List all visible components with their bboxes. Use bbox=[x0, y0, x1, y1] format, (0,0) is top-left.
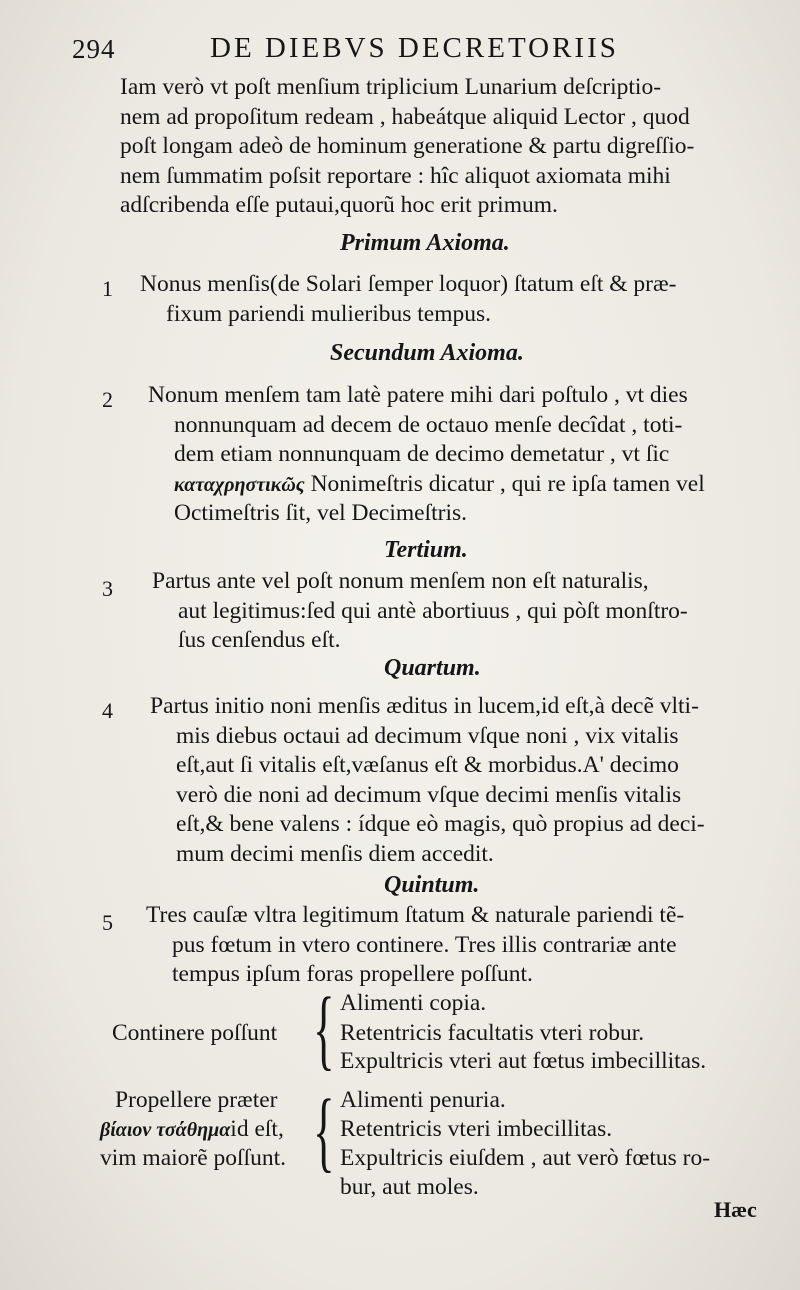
text-line: eſt,aut ſi vitalis eſt,væſanus eſt & morbidus.A' decimo bbox=[176, 752, 679, 778]
page-number: 294 bbox=[72, 34, 116, 64]
text-line: poſt longam adeò de hominum generatione & partu digreſſio- bbox=[120, 133, 695, 159]
axiom-text-2 bbox=[148, 381, 768, 529]
continere-label: Continere poſſunt bbox=[112, 1020, 278, 1046]
text-line: mis diebus octaui ad decimum vſque noni , vix vitalis bbox=[176, 722, 679, 749]
text-line: Iam verò vt poſt menſium triplicium Lunarium deſcriptio- bbox=[120, 74, 662, 100]
text-line: Nonum menſem tam latè patere mihi dari poſtulo , vt dies bbox=[148, 382, 688, 408]
page-header bbox=[72, 30, 760, 70]
running-head: DE DIEBVS DECRETORIIS bbox=[210, 32, 619, 64]
continere-item-2: Retentricis facultatis vteri robur. bbox=[340, 1020, 645, 1046]
text-line: nonnunquam ad decem de octauo menſe decîdat , toti- bbox=[174, 411, 683, 438]
text-line: Octimeſtris ſit, vel Decimeſtris. bbox=[174, 500, 468, 526]
greek-word: βίαιον τσάθημα bbox=[100, 1119, 231, 1141]
text-line: aut legitimus:ſed qui antè abortiuus , qui pòſt monſtro- bbox=[178, 597, 688, 624]
axiom-number-5: 5 bbox=[102, 910, 113, 935]
continere-item-3: Expultricis vteri aut fœtus imbecillitas. bbox=[340, 1048, 707, 1074]
text-line: dem etiam nonnunquam de decimo demetatur , vt ſic bbox=[174, 441, 670, 467]
propellere-line-3: vim maiorẽ poſſunt. bbox=[100, 1145, 287, 1171]
text-line: Nonus menſis(de Solari ſemper loquor) ſtatum eſt & præ- bbox=[140, 271, 677, 297]
text-line: Partus ante vel poſt nonum menſem non eſt naturalis, bbox=[152, 568, 649, 594]
text-line: verò die noni ad decimum vſque decimi menſis vitalis bbox=[176, 781, 682, 808]
axiom-heading-4: Quartum. bbox=[384, 655, 481, 681]
propellere-item-4: bur, aut moles. bbox=[340, 1174, 479, 1200]
propellere-item-3: Expultricis eiuſdem , aut verò fœtus ro- bbox=[340, 1145, 711, 1171]
propellere-item-1: Alimenti penuria. bbox=[340, 1087, 506, 1113]
axiom-text-5 bbox=[146, 901, 771, 990]
text-fragment: Nonimeſtris dicatur , qui re ipſa tamen vel bbox=[310, 470, 705, 497]
axiom-number-1: 1 bbox=[102, 276, 113, 301]
brace-icon: { bbox=[313, 1082, 335, 1181]
text-line: eſt,& bene valens : ídque eò magis, quò propius ad deci- bbox=[176, 811, 705, 837]
text-line: adſcribenda eſſe putaui,quorũ hoc erit primum. bbox=[120, 192, 558, 218]
propellere-item-2: Retentricis vteri imbecillitas. bbox=[340, 1116, 613, 1142]
text-line: fixum pariendi mulieribus tempus. bbox=[166, 300, 492, 327]
text-line: ſus cenſendus eſt. bbox=[178, 627, 341, 653]
text-line: Partus initio noni menſis æditus in lucem,id eſt,à decẽ vlti- bbox=[150, 693, 699, 719]
axiom-heading-5: Quintum. bbox=[384, 872, 480, 898]
text-line bbox=[148, 470, 768, 500]
axiom-number-3: 3 bbox=[102, 576, 113, 601]
axiom-text-3 bbox=[152, 567, 767, 656]
text-line: Tres cauſæ vltra legitimum ſtatum & naturale pariendi tẽ- bbox=[146, 902, 685, 928]
text-line: nem ad propoſitum redeam , habeátque aliquid Lector , quod bbox=[120, 103, 690, 130]
continere-item-1: Alimenti copia. bbox=[340, 990, 487, 1016]
catchword: Hæc bbox=[714, 1197, 757, 1222]
brace-icon: { bbox=[313, 980, 335, 1079]
axiom-heading-2: Secundum Axioma. bbox=[330, 340, 524, 366]
greek-word: καταχρηστικῶς bbox=[174, 473, 305, 496]
propellere-label: Propellere præter bbox=[115, 1087, 278, 1113]
intro-paragraph bbox=[120, 73, 760, 221]
axiom-heading-1: Primum Axioma. bbox=[340, 230, 510, 256]
text-line: nem ſummatim poſsit reportare : hîc aliquot axiomata mihi bbox=[120, 162, 671, 189]
axiom-text-1 bbox=[140, 270, 770, 329]
text-fragment: id eſt, bbox=[230, 1116, 284, 1142]
axiom-heading-3: Tertium. bbox=[384, 537, 468, 563]
propellere-line-2 bbox=[100, 1116, 284, 1143]
axiom-number-4: 4 bbox=[102, 698, 113, 723]
axiom-number-2: 2 bbox=[102, 387, 113, 412]
text-line: tempus ipſum foras propellere poſſunt. bbox=[172, 961, 533, 987]
text-line: mum decimi menſis diem accedit. bbox=[176, 840, 494, 867]
text-line: pus fœtum in vtero continere. Tres illis contrariæ ante bbox=[172, 931, 677, 958]
axiom-text-4 bbox=[150, 692, 770, 869]
